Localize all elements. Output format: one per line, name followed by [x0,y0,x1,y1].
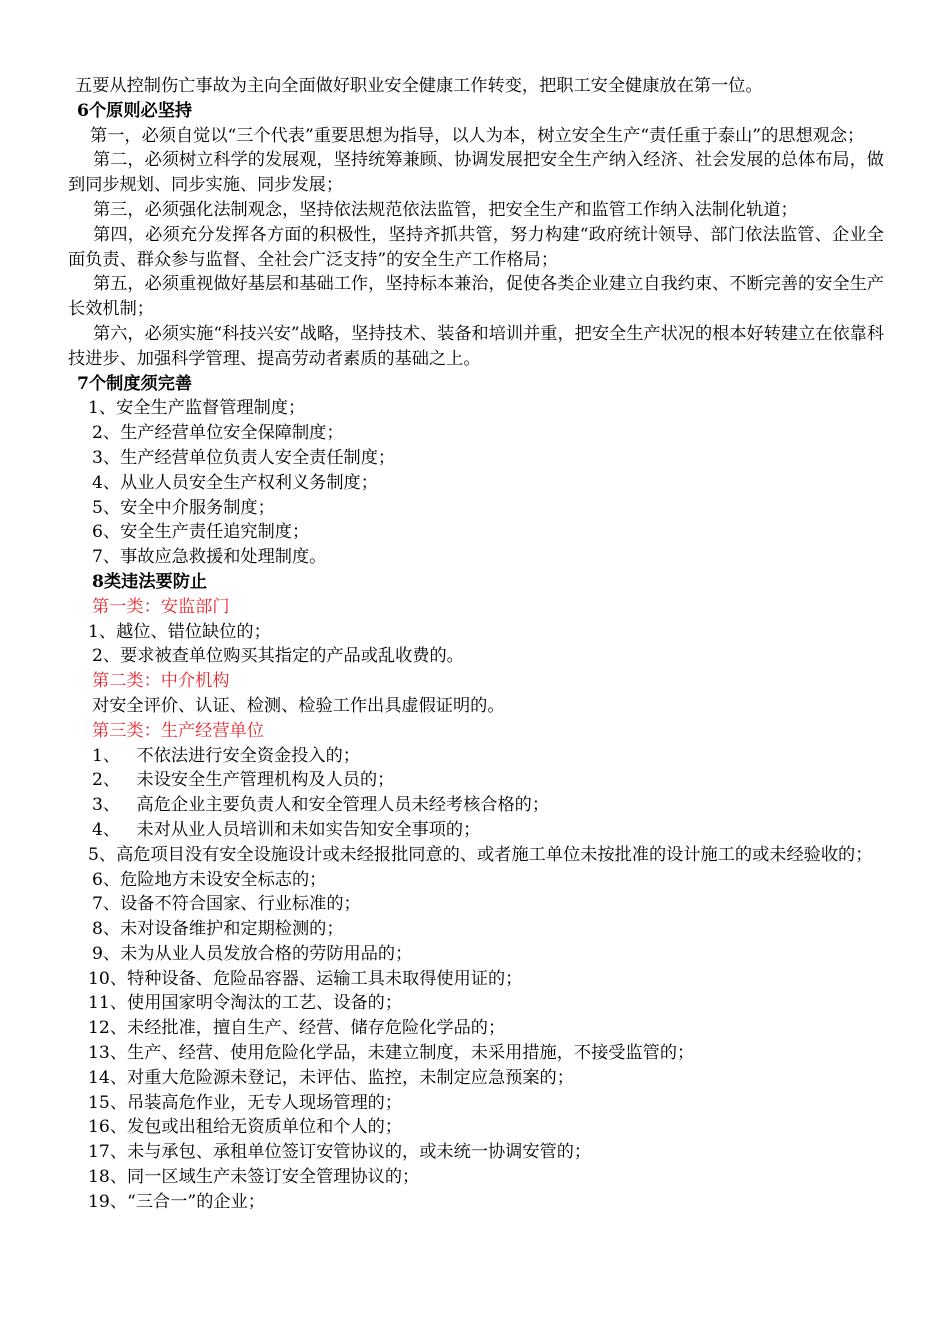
intro-line: 五要从控制伤亡事故为主向全面做好职业安全健康工作转变，把职工安全健康放在第一位。 [75,76,763,96]
violation-7: 7、设备不符合国家、行业标准的； [92,894,361,915]
violation-10: 10、特种设备、危险品容器、运输工具未取得使用证的； [88,968,523,989]
heading-seven-systems: 7个制度须完善 [77,373,193,394]
violation-5: 5、高危项目没有安全设施设计或未经报批同意的、或者施工单位未按批准的设计施工的或未经验收的； [88,844,873,865]
category-1-item-1: 1、越位、错位缺位的； [88,621,271,642]
principle-4: 第四，必须充分发挥各方面的积极性，坚持齐抓共管，努力构建“政府统计领导、部门依法监管、企业全面负责、群众参与监督、全社会广泛支持”的安全生产工作格局； [68,224,884,270]
violation-19: 19、“三合一”的企业； [88,1191,265,1212]
violation-18: 18、同一区域生产未签订安全管理协议的； [88,1167,420,1188]
violation-15: 15、吊装高危作业，无专人现场管理的； [88,1092,403,1113]
violation-2: 2、 未设安全生产管理机构及人员的； [92,770,395,791]
heading-six-principles: 6个原则必坚持 [77,100,193,121]
document-page [68,74,884,1215]
principle-3: 第三，必须强化法制观念，坚持依法规范依法监管，把安全生产和监管工作纳入法制化轨道； [93,199,798,220]
system-item-4: 4、从业人员安全生产权利义务制度； [92,472,378,493]
system-item-2: 2、生产经营单位安全保障制度； [92,423,344,444]
system-item-6: 6、安全生产责任追究制度； [92,522,310,543]
violation-17: 17、未与承包、承租单位签订安管协议的，或未统一协调安管的； [88,1142,592,1163]
heading-eight-violations: 8类违法要防止 [92,571,208,592]
category-2-heading: 第二类：中介机构 [92,671,230,692]
violation-3: 3、 高危企业主要负责人和安全管理人员未经考核合格的； [92,795,550,816]
violation-9: 9、未为从业人员发放合格的劳防用品的； [92,943,413,964]
violation-6: 6、危险地方未设安全标志的； [92,869,327,890]
category-1-heading: 第一类：安监部门 [92,596,230,617]
violation-4: 4、 未对从业人员培训和未如实告知安全事项的； [92,819,481,840]
principle-1: 第一，必须自觉以“三个代表”重要思想为指导，以人为本，树立安全生产“责任重于泰山”的思想观念； [90,125,865,146]
principle-5: 第五，必须重视做好基层和基础工作，坚持标本兼治，促使各类企业建立自我约束、不断完善的安全生产长效机制； [68,274,884,320]
principle-6: 第六，必须实施“科技兴安”战略，坚持技术、装备和培训并重，把安全生产状况的根本好转建立在依靠科技进步、加强科学管理、提高劳动者素质的基础之上。 [68,323,885,369]
violation-16: 16、发包或出租给无资质单位和个人的； [88,1117,403,1138]
violation-13: 13、生产、经营、使用危险化学品，未建立制度，未采用措施，不接受监管的； [88,1043,695,1064]
system-item-7: 7、事故应急救援和处理制度。 [92,547,327,568]
violation-11: 11、使用国家明令淘汰的工艺、设备的； [88,993,403,1014]
violation-8: 8、未对设备维护和定期检测的； [92,919,344,940]
category-3-heading: 第三类：生产经营单位 [92,720,264,741]
system-item-1: 1、安全生产监督管理制度； [88,398,306,419]
principle-2: 第二，必须树立科学的发展观，坚持统筹兼顾、协调发展把安全生产纳入经济、社会发展的总体布局，做到同步规划、同步实施、同步发展； [68,150,884,196]
violation-12: 12、未经批准，擅自生产、经营、储存危险化学品的； [88,1018,506,1039]
category-1-item-2: 2、要求被查单位购买其指定的产品或乱收费的。 [92,646,464,667]
category-2-item: 对安全评价、认证、检测、检验工作出具虚假证明的。 [92,695,505,716]
violation-1: 1、 不依法进行安全资金投入的； [92,745,360,766]
system-item-3: 3、生产经营单位负责人安全责任制度； [92,447,396,468]
system-item-5: 5、安全中介服务制度； [92,497,275,518]
violation-14: 14、对重大危险源未登记，未评估、监控，未制定应急预案的； [88,1067,574,1088]
